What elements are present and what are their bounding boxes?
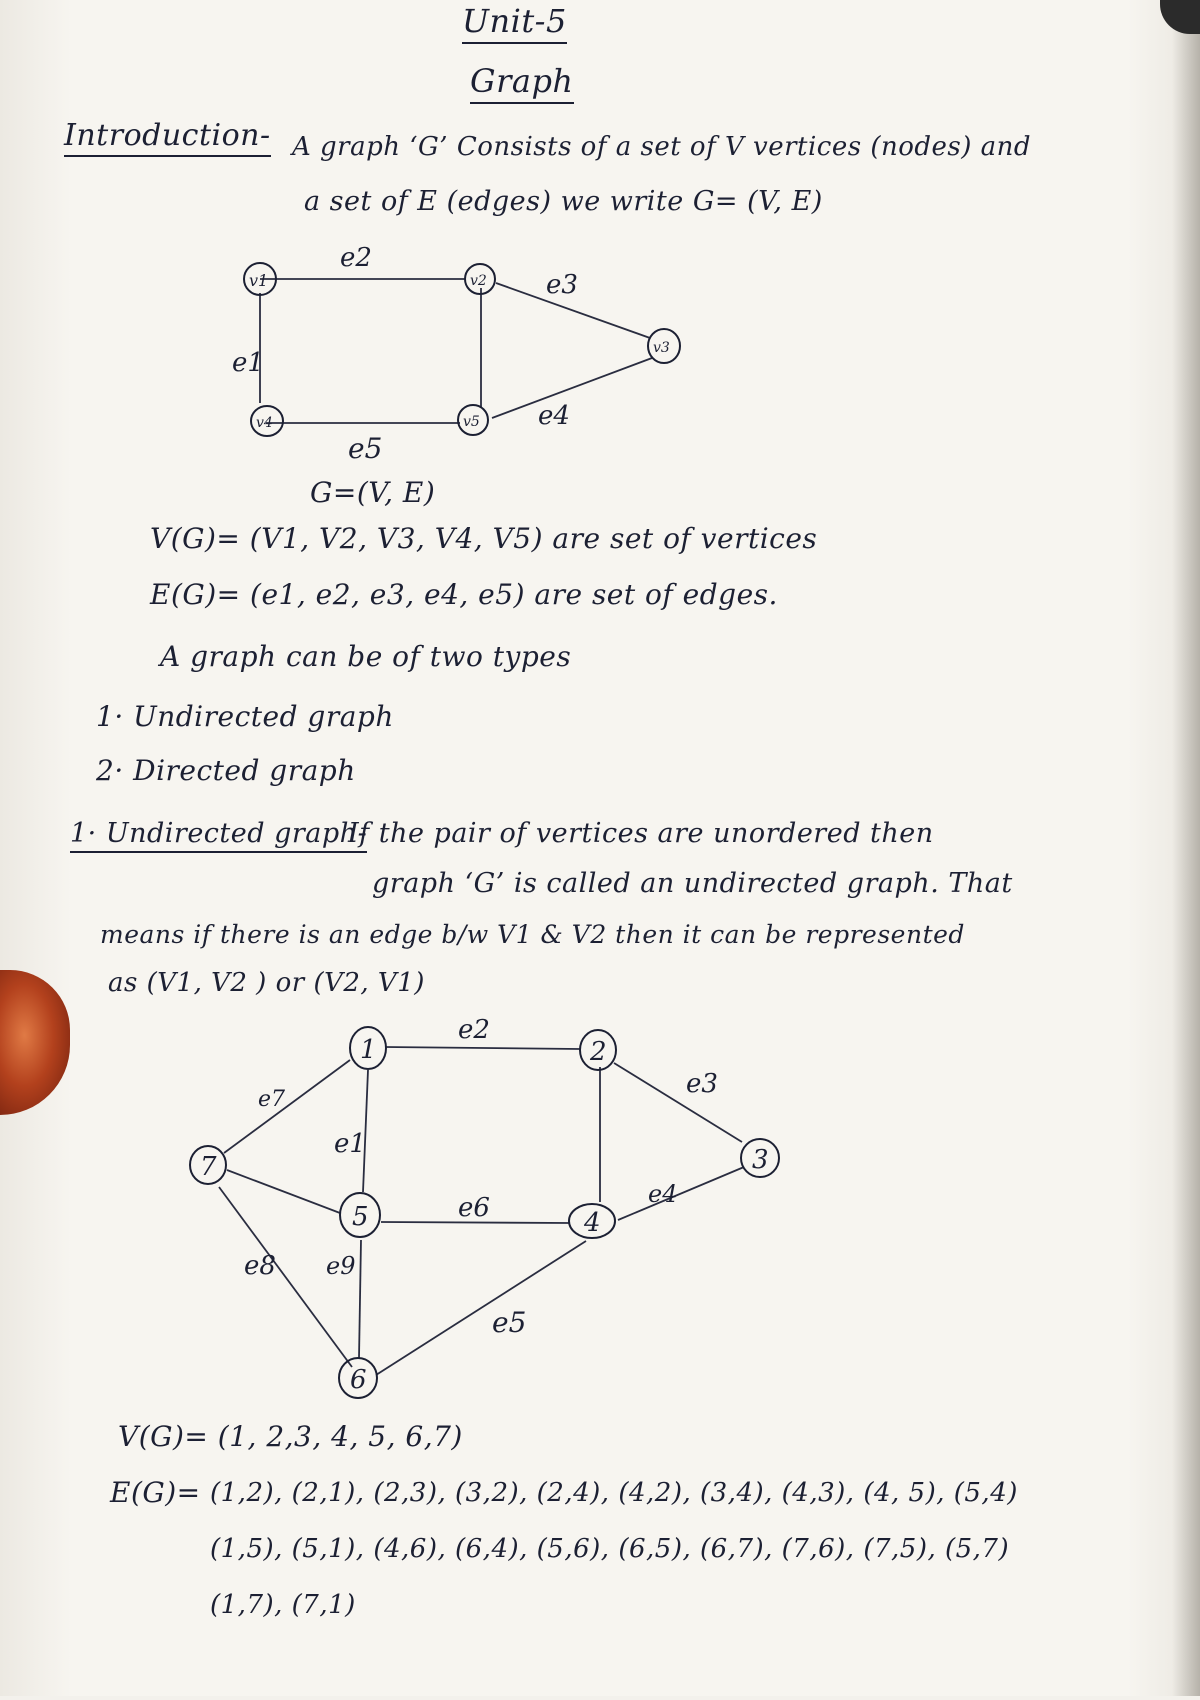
graph2-edge-set-line-3: (1,7), (7,1) — [210, 1590, 356, 1620]
graph1-edge-label: e1 — [232, 348, 264, 378]
vertex-set-definition: V(G)= (V1, V2, V3, V4, V5) are set of vertices — [150, 522, 818, 555]
graph2-edge-label: e7 — [258, 1087, 286, 1112]
graph2-vertex-label: 6 — [350, 1365, 367, 1395]
graph2-edge-label: e6 — [458, 1193, 490, 1223]
undirected-line-2: graph ‘G’ is called an undirected graph. That — [372, 868, 1013, 899]
unit-title: Unit-5 — [462, 2, 567, 44]
undirected-label: 1· Undirected graph- — [70, 818, 367, 853]
undirected-line-4: as (V1, V2 ) or (V2, V1) — [108, 968, 425, 998]
graph2-vertex-label: 7 — [200, 1152, 217, 1182]
graph2-vertex-label: 2 — [590, 1037, 607, 1067]
intro-line-1: A graph ‘G’ Consists of a set of V vertices (nodes) and — [292, 132, 1032, 162]
graph2-edge-label: e9 — [326, 1252, 356, 1280]
edge-set-definition: E(G)= (e1, e2, e3, e4, e5) are set of edges. — [150, 578, 778, 611]
graph2-vertex-label: 5 — [352, 1202, 369, 1232]
graph1-vertex-label: v5 — [463, 414, 480, 430]
graph2-edge-label: e8 — [244, 1251, 276, 1281]
graph2-vertex-label: 1 — [360, 1035, 377, 1065]
graph1-edge-label: e3 — [546, 270, 578, 300]
graph2-vertex-label: 3 — [752, 1145, 769, 1175]
graph2-edge-label: e4 — [648, 1180, 678, 1208]
graph1-edge-label: e5 — [348, 432, 383, 465]
graph2-edge-set-label: E(G)= — [110, 1476, 201, 1509]
type-undirected: 1· Undirected graph — [96, 700, 394, 733]
graph2-edge-set-line-2: (1,5), (5,1), (4,6), (6,4), (5,6), (6,5), (6,7), (7,6), (7,5), (5,7) — [210, 1534, 1010, 1564]
graph1-vertex-label: v2 — [470, 273, 487, 289]
type-directed: 2· Directed graph — [96, 754, 356, 787]
graph1-vertex-label: v4 — [256, 415, 273, 431]
topic-title: Graph — [470, 62, 574, 104]
graph2-edge-set-line-1: (1,2), (2,1), (2,3), (3,2), (2,4), (4,2), (3,4), (4,3), (4, 5), (5,4) — [210, 1478, 1018, 1508]
undirected-line-3: means if there is an edge b/w V1 & V2 then it can be represented — [100, 920, 965, 949]
graph1-vertex-label: v3 — [653, 340, 670, 356]
graph1-caption: G=(V, E) — [310, 476, 436, 509]
graph2-edge-label: e3 — [686, 1069, 718, 1099]
graph2-edge-label: e1 — [334, 1129, 366, 1159]
undirected-line-1: If the pair of vertices are unordered then — [348, 818, 934, 849]
intro-line-2: a set of E (edges) we write G= (V, E) — [304, 186, 823, 217]
graph2-edge-label: e2 — [458, 1015, 490, 1045]
graph2-vertex-set: V(G)= (1, 2,3, 4, 5, 6,7) — [118, 1420, 463, 1453]
graph1-vertex-label: v1 — [249, 271, 269, 290]
intro-label: Introduction- — [64, 118, 271, 157]
graph-types-intro: A graph can be of two types — [160, 640, 572, 673]
graph2-edge-label: e5 — [492, 1306, 527, 1339]
graph1-edge-label: e2 — [340, 243, 372, 273]
graph1-edge-label: e4 — [538, 401, 570, 431]
graph2-vertex-label: 4 — [584, 1208, 601, 1238]
